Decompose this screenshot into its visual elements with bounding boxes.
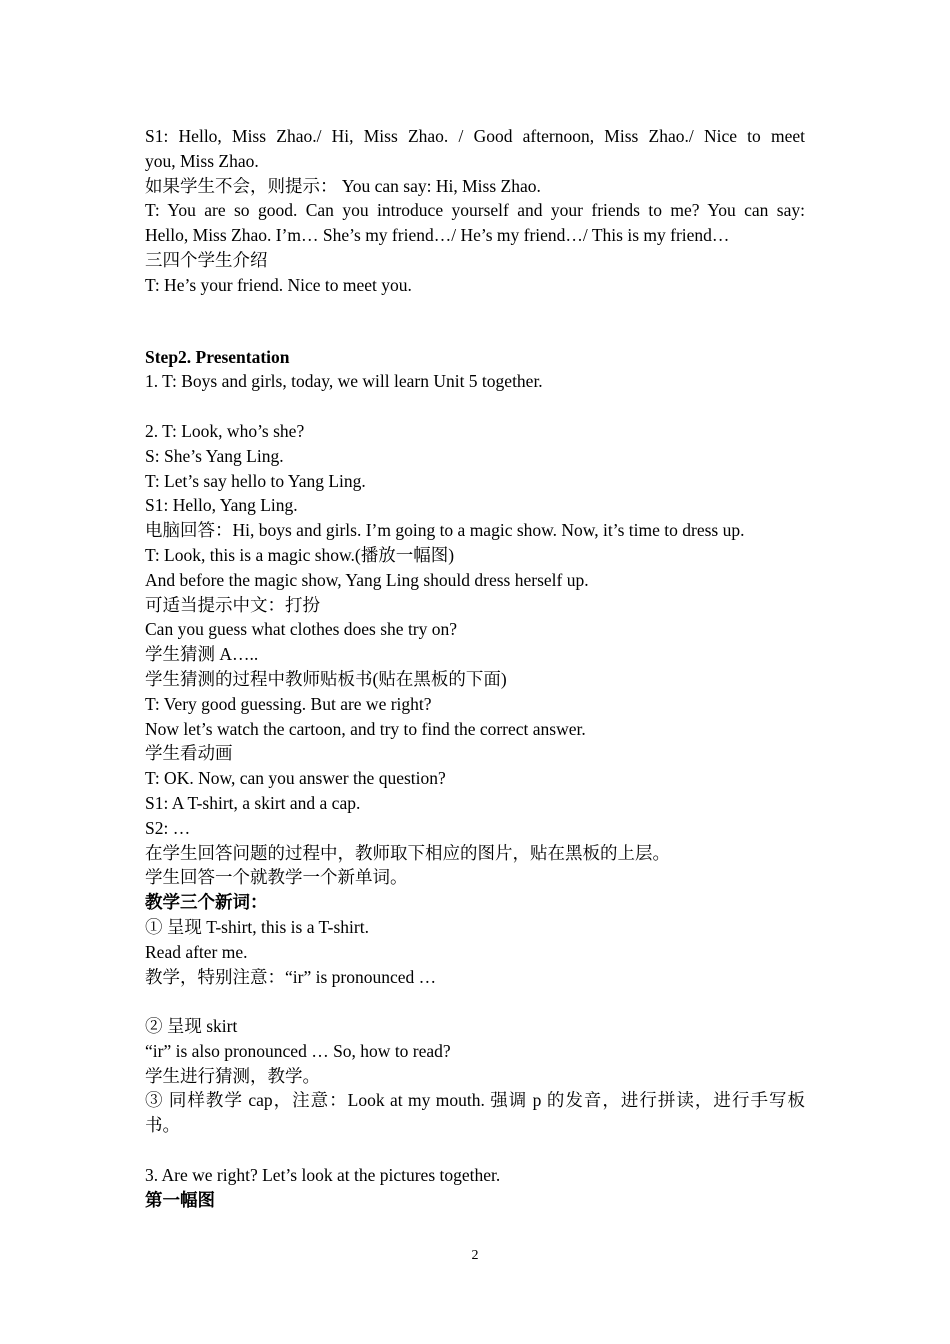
text-line: 学生猜测 A….. [145,644,259,665]
text-line: S: She’s Yang Ling. [145,445,284,466]
text-line: T: OK. Now, can you answer the question? [145,768,446,789]
text-line: Hello, Miss Zhao. I’m… She’s my friend…/ He’s my friend…/ This is my friend… [145,225,730,246]
text-line: 2. T: Look, who’s she? [145,420,305,441]
text-line: “ir” is also pronounced … So, how to read? [145,1040,451,1061]
blank-space [145,298,805,345]
text-line: Can you guess what clothes does she try on? [145,619,458,640]
text-line: 三四个学生介绍 [145,249,268,270]
text-line: 在学生回答问题的过程中，教师取下相应的图片，贴在黑板的上层。 [145,842,670,863]
text-line: 学生看动画 [145,743,233,764]
text-line: Read after me. [145,941,248,962]
text-line: ① 呈现 T-shirt, this is a T-shirt. [145,916,369,937]
text-line: ③ 同样教学 cap，注意：Look at my mouth. 强调 p 的发音，进行拼读，进行手写板 [145,1090,805,1111]
blank-space [145,1138,805,1163]
text-line: T: Very good guessing. But are we right? [145,693,432,714]
text-line: 电脑回答：Hi, boys and girls. I’m going to a magic show. Now, it’s time to dress up. [145,520,745,541]
text-line: 3. Are we right? Let’s look at the pictures together. [145,1164,501,1185]
text-line: Now let’s watch the cartoon, and try to find the correct answer. [145,718,586,739]
text-line: 教学，特别注意：“ir” is pronounced … [145,966,437,987]
text-line: 如果学生不会，则提示： You can say: Hi, Miss Zhao. [145,175,541,196]
text-line: 书。 [145,1115,180,1136]
text-line: T: Look, this is a magic show.(播放一幅图) [145,544,455,565]
text-line: And before the magic show, Yang Ling should dress herself up. [145,569,589,590]
text-line: S1: Hello, Miss Zhao./ Hi, Miss Zhao. / Good afternoon, Miss Zhao./ Nice to meet [145,126,805,146]
text-line: T: Let’s say hello to Yang Ling. [145,470,366,491]
blank-space [145,394,805,419]
text-line: 学生回答一个就教学一个新单词。 [145,867,408,888]
blank-space [145,989,805,1014]
subheading: 教学三个新词： [145,892,268,913]
text-line: ② 呈现 skirt [145,1016,238,1037]
document-body [145,124,805,1212]
text-line: T: He’s your friend. Nice to meet you. [145,274,412,295]
text-line: 学生猜测的过程中教师贴板书(贴在黑板的下面) [145,668,507,689]
text-line: you, Miss Zhao. [145,150,259,171]
subheading: 第一幅图 [145,1189,215,1210]
text-line: 可适当提示中文：打扮 [145,594,320,615]
text-line: 学生进行猜测，教学。 [145,1065,320,1086]
text-line: T: You are so good. Can you introduce yourself and your friends to me? You can say: [145,200,805,221]
section-heading: Step2. Presentation [145,346,290,367]
text-line: S1: A T-shirt, a skirt and a cap. [145,792,361,813]
text-line: S1: Hello, Yang Ling. [145,495,298,516]
text-line: 1. T: Boys and girls, today, we will learn Unit 5 together. [145,371,543,392]
page-number: 2 [471,1248,479,1263]
text-line: S2: … [145,817,191,838]
